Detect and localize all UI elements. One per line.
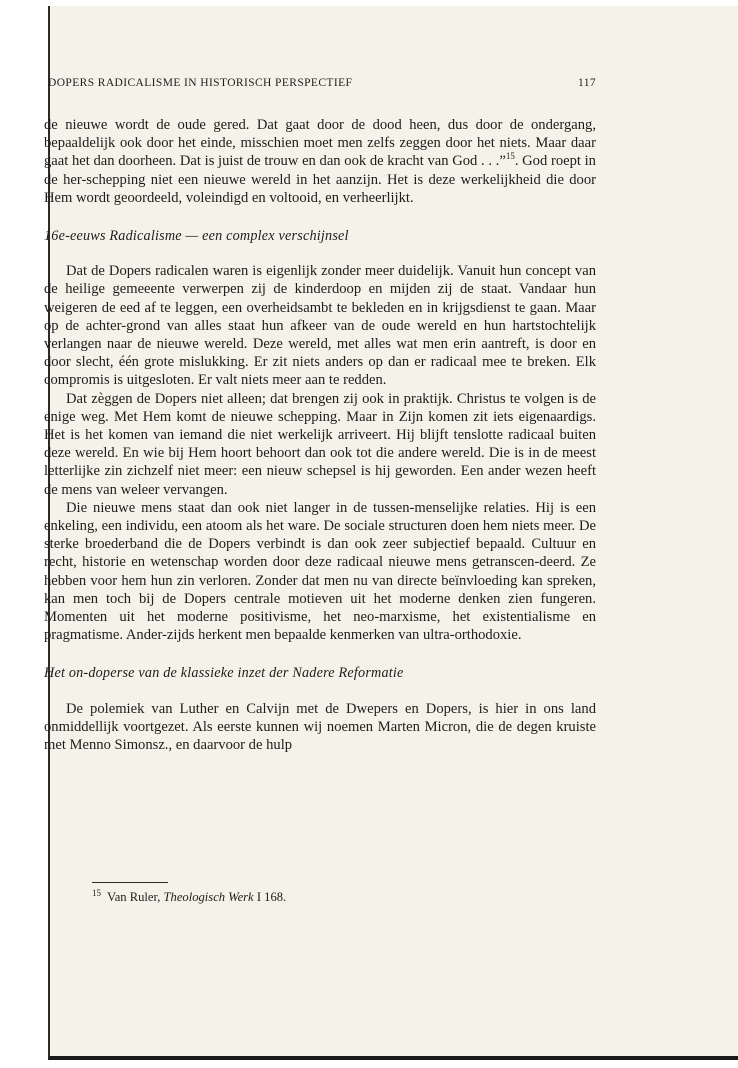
footnote-author: Van Ruler,: [107, 890, 161, 904]
footnote-reference[interactable]: 15: [505, 151, 515, 162]
page-body: [44, 116, 596, 754]
body-paragraph: Dat de Dopers radicalen waren is eigenlijk zonder meer duidelijk. Vanuit hun concept van de heilige gemeeente verwerpen zij de kinderdoop en mijden zij de staat. Vandaar hun weigeren de eed af te leggen, een overheidsambt te bekleden en in krijgsdienst te gaan. Maar op de achter-grond van alles staat hun afkeer van de oude wereld en hun hartstochtelijk verlangen naar de nieuwe wereld. Deze wereld, met alles wat men erin aantreft, is door en door slecht, één grote mislukking. Er zit niets anders op dan er radicaal mee te breken. Elk compromis is uitgesloten. Er valt niets meer aan te redden.: [44, 263, 596, 389]
footnote-divider: [92, 882, 168, 883]
intro-text: de nieuwe wordt de oude gered. Dat gaat door de dood heen, dus door de ondergang, bepaaldelijk ook door het einde, misschien moet men zelfs zeggen door het niets. Maar daar gaat het dan doorheen. Dat is juist de trouw en dan ook de kracht van God . . .”: [44, 117, 596, 170]
running-header: [48, 77, 596, 89]
intro-text-continued: . God roept in de her-schepping niet een nieuwe wereld in het aanzijn. Het is deze werkelijkheid die door Hem wordt geoordeeld, voleindigd en voltooid, en verheerlijkt.: [44, 153, 596, 206]
footnote-number: 15: [92, 887, 101, 898]
running-title: DOPERS RADICALISME IN HISTORISCH PERSPECTIEF: [48, 77, 353, 89]
intro-paragraph: [44, 116, 596, 207]
footnote-work-title: Theologisch Werk: [163, 890, 254, 904]
body-paragraph: De polemiek van Luther en Calvijn met de Dwepers en Dopers, is hier in ons land onmiddellijk voortgezet. Als eerste kunnen wij noemen Marten Micron, die de degen kruiste met Menno Simonsz., en daarvoor de hulp: [44, 700, 596, 754]
page-number: 117: [577, 77, 596, 89]
body-paragraph: Dat zèggen de Dopers niet alleen; dat brengen zij ook in praktijk. Christus te volgen is de enige weg. Met Hem komt de nieuwe schepping. Maar in Zijn komen zit iets eigenaardigs. Het is het komen van iemand die niet werkelijk arriveert. Hij blijft tenslotte radicaal buiten deze wereld. En wie bij Hem hoort behoort dan ook tot die andere wereld. Die is in de meest letterlijke zin zichzelf niet meer: een nieuw schepsel is hij geworden. Een ander wezen heeft de mens van weleer vervangen.: [44, 390, 596, 498]
footnote: [92, 889, 592, 905]
section-heading-nadere-reformatie: Het on-doperse van de klassieke inzet der Nadere Reformatie: [44, 665, 404, 682]
footnote-reference-text: I 168.: [256, 890, 287, 904]
body-paragraph: Die nieuwe mens staat dan ook niet langer in de tussen-menselijke relaties. Hij is een enkeling, een individu, een atoom als het ware. De sociale structuren doen hem niets meer. De sterke broederband die de Dopers verbindt is dan ook zeer subjectief bepaald. Cultuur en recht, historie en wetenschap worden door deze radicaal nieuwe mens getranscen-deerd. Ze hebben voor hem hun zin verloren. Zonder dat men nu van directe beïnvloeding kan spreken, kan men toch bij de Dopers centrale motieven uit het moderne denken zien fungeren. Momenten uit het moderne positivisme, het neo-marxisme, het existentialisme en pragmatisme. Ander-zijds herkent men bepaalde kenmerken van ultra-orthodoxie.: [44, 499, 596, 644]
section-heading-radicalisme: 16e-eeuws Radicalisme — een complex verschijnsel: [44, 228, 349, 245]
